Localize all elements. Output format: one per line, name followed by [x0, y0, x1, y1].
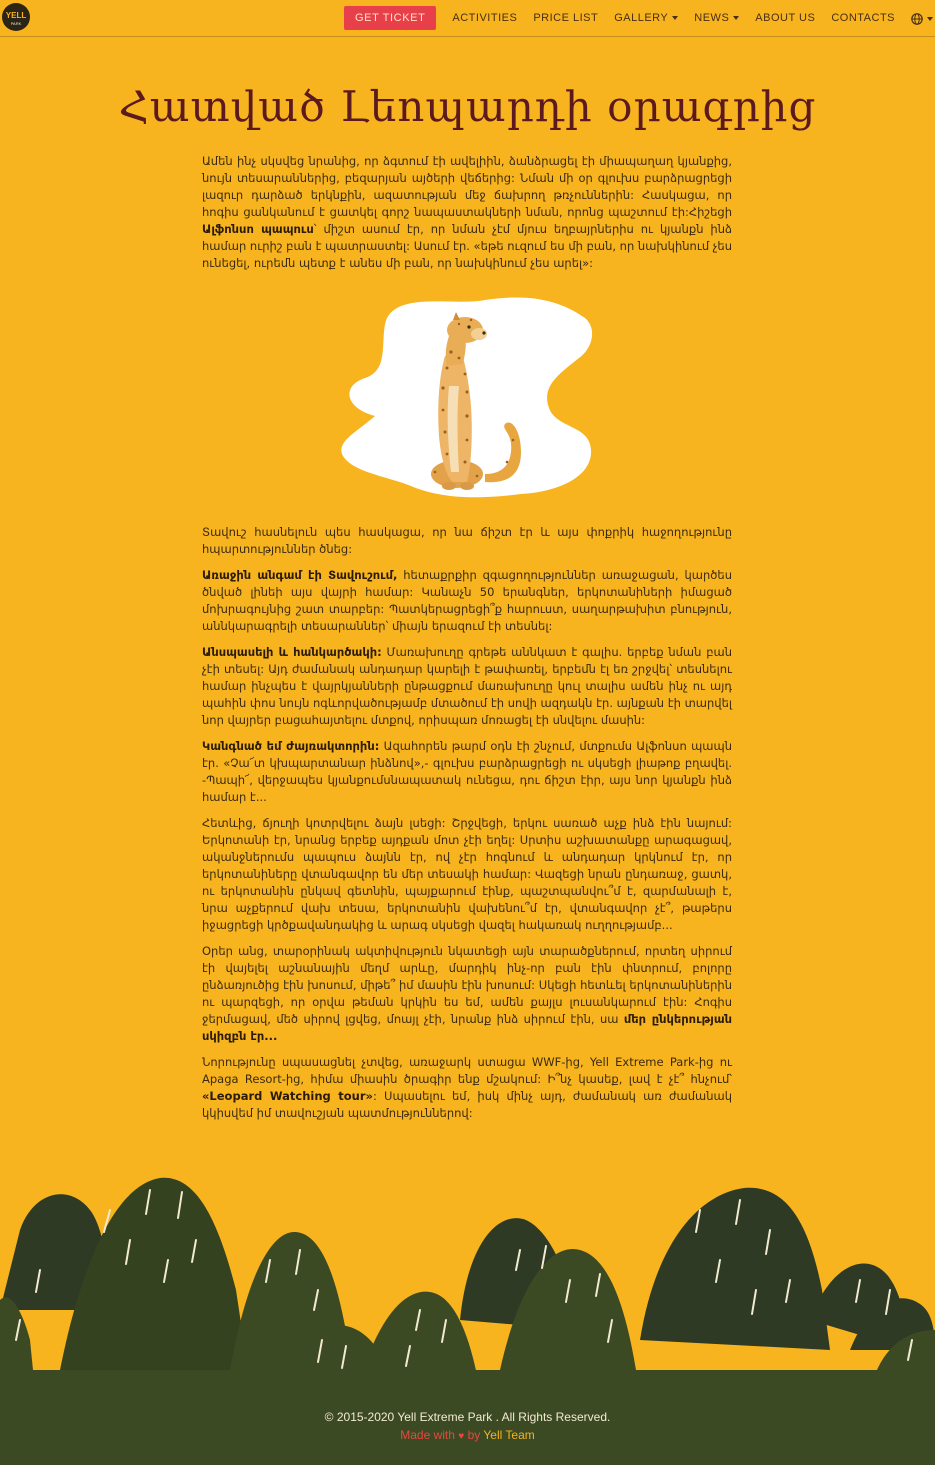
- nav-item-news-label: NEWS: [694, 12, 730, 24]
- top-navbar: [0, 0, 935, 37]
- leopard-illustration: [335, 296, 595, 502]
- chevron-down-icon: [927, 17, 933, 21]
- yell-park-logo[interactable]: [2, 3, 30, 31]
- nav-item-news[interactable]: [686, 12, 747, 24]
- paragraph-3: [202, 567, 732, 635]
- paragraph-1: [202, 153, 732, 272]
- logo-graphic: [2, 3, 30, 31]
- paragraph-5-text: Ազահորեն թարմ օդն էի շնչում, մտքումս Ալֆոնսո պապն էր. «Չա՜տ կխպարտանար ինձնով»,- գլուխս բարձրացրեցի ու սկսեցի լիաթոք բղավել. -Պապի՜, վերջապես կյանքումսնապատակ ունեցա, դու ճիշտ էիր, այս նոր կյանքն ինձ համար է...: [202, 739, 732, 804]
- nav-item-gallery-label: GALLERY: [614, 12, 669, 24]
- footer-copyright: © 2015-2020 Yell Extreme Park . All Rights Reserved.: [324, 1410, 611, 1424]
- paragraph-7: [202, 943, 732, 1045]
- heart-icon: ♥: [458, 1431, 465, 1442]
- made-with-text: Made with: [400, 1428, 455, 1442]
- svg-text:PARK: PARK: [10, 21, 22, 26]
- language-menu[interactable]: [903, 11, 935, 25]
- paragraph-6: Հետևից, ճյուղի կոտրվելու ձայն լսեցի: Շրջվեցի, երկու սառած աչք ինձ էին նայում: Երկոտանի էր, նրանց երբեք այդքան մոտ չէի եղել: Սրտիս աշխատանքը արագացավ, ականջներումս պապուս ձայնն էր, ով չէր հոգնում և անդադար կրկնում էր, որ երկոտանիները վտանգավոր են մեր տեսակի համար: Վազեցի նրան ընդառաջ, ցատկ, ու երկոտանին ընկավ գետնին, պայքարում էինք, պաշտպանվու՞մ է, զարմանալի է, նրա աչքերում վախ տեսա, երկոտանին վախենու՞մ էր, վտանգավոր չէ՞, թաթերս իջացրեցի կրծքավանդակից և արագ սկսեցի վազել հակառակ ուղղությամբ...: [202, 816, 732, 932]
- team-link[interactable]: Yell Team: [483, 1428, 535, 1442]
- paragraph-8-bold: «Leopard Watching tour»: [202, 1089, 373, 1103]
- get-ticket-button[interactable]: GET TICKET: [344, 6, 436, 30]
- paragraph-4-bold: Անսպասելի և հանկարծակի:: [202, 645, 382, 659]
- chevron-down-icon: [672, 16, 678, 20]
- article-intro: [202, 153, 732, 281]
- article-body: [202, 524, 732, 1131]
- paragraph-8-rest: : Սպասելու եմ, իսկ մինչ այդ, ժամանակ առ ժամանակ կկիսվեմ իմ տավուշյան պատմություններով:: [202, 1089, 732, 1120]
- paragraph-1-text: Ամեն ինչ սկսվեց նրանից, որ ձգտում էի ավելիին, ձանձրացել էի միապաղաղ կյանքից, նույն տեսարաններից, բեզարյան այծերի վեճերից: Նման մի օր գլուխս բարձրացրեցի լազուր դարձած երկնքին, ազատության մեջ ճախրող թռչուններին: Հասկացա, որ հոգիս ցանկանում է ցատկել գորշ նապաստակների նման, որոնց պաշտում էի:Հիշեցի: [202, 154, 732, 219]
- paragraph-3-bold: Առաջին անգամ էի Տավուշում,: [202, 568, 398, 582]
- nav-item-price-list[interactable]: PRICE LIST: [533, 12, 599, 24]
- footer-credit: [0, 1428, 935, 1442]
- paragraph-5-bold: Կանգնած եմ ժայռակտորին:: [202, 739, 380, 753]
- paragraph-1-bold: Ալֆոնսո պապուս: [202, 222, 314, 236]
- paragraph-3-text: հետաքրքիր զգացողություններ առաջացան, կարծես ծնված լինեի այս վայրի համար: Կանաչն 50 երանգներ, երկոտանիների իմացած մոխրագույնից շատ տարբեր: Պատկերացրեցի՞ք հարուստ, սաղարթախիտ բնություն, աննկարագրելի տեսարաններ՝ միայն երազում էի տեսնել:: [202, 568, 732, 633]
- paragraph-7-text: Օրեր անց, տարօրինակ ակտիվություն նկատեցի այն տարածքներում, որտեղ սիրում էի վայելել աշնանային մեղմ արևը, մարդիկ ինչ-որ բան էին փնտրում, բոլորը ընձառյուծից էին խոսում, միթե՞ իմ մասին էին խոսում: Սկեցի հետևել երկոտանիներին ու պարզեցի, որ օրվա թեման կրկին ես եմ, ամեն քայլս լուսանկարում էին: Հոգիս ջերմացավ, մեծ սիրով լցվեց, մոայլ չէի, նրանք ինձ սիրում էին, սա: [202, 944, 732, 1026]
- nav-item-about-us[interactable]: ABOUT US: [755, 12, 816, 24]
- by-text: by: [467, 1428, 481, 1442]
- paragraph-8: [202, 1054, 732, 1122]
- nav-item-gallery[interactable]: [606, 12, 686, 24]
- nav-item-activities[interactable]: ACTIVITIES: [452, 12, 518, 24]
- paragraph-5: [202, 738, 732, 806]
- nav-item-contacts[interactable]: CONTACTS: [831, 12, 895, 24]
- paragraph-4-text: Մառախուղը գրեթե աննկատ է գալիս. երբեք նման բան չէի տեսել: Այդ ժամանակ անդադար կարելի է թափառել, երբեմն էլ եռ շրջվել՝ տեսնելու համար ինչպես է վայրկյանների ընթացքում մառախուղը կուլ տալիս ամեն ինչ ու այդ պահին փոս նույն ոգևորվածությամբ մտածում էի սովի ազդակն էր. այնքան էի տարվել նոր վայրեր բացահայտելու մտքով, որիսպառ մոռացել էի սնվելու մասին:: [202, 645, 733, 727]
- svg-text:YELL: YELL: [5, 11, 27, 20]
- chevron-down-icon: [733, 16, 739, 20]
- paragraph-1-rest: ՝ միշտ ասում էր, որ նման չէմ մյուս եղբայրներիս ու կյանքն ինձ համար ուրիշ բան է պատրաստել: Ասում էր. «եթե ուզում ես մի բան, որ նախկինում չես ունեցել, ուրեմն պետք է անես մի բան, որ նախկինում չես արել»:: [202, 222, 733, 270]
- paragraph-8-text: Նորությունը սպասացնել չտվեց, առաջարկ ստացա WWF-ից, Yell Extreme Park-ից ու Apaga Resort-ից, հիմա միասին ծրագիր ենք մշակում: Ի՞նչ կասեք, լավ է չէ՞ հնչում՝: [202, 1055, 732, 1086]
- main-nav: [344, 0, 935, 36]
- paragraph-7-bold: մեր ընկերության սկիզբն էր...: [202, 1012, 732, 1043]
- page-title: Հատված Լեոպարդի օրագրից: [118, 82, 817, 131]
- paragraph-4: [202, 644, 732, 729]
- globe-icon: [911, 13, 923, 25]
- paragraph-2: Տավուշ հասնելուն պես հասկացա, որ նա ճիշտ էր և այս փոքրիկ հաջողությունը հպարտություններ ծնեց:: [202, 525, 732, 556]
